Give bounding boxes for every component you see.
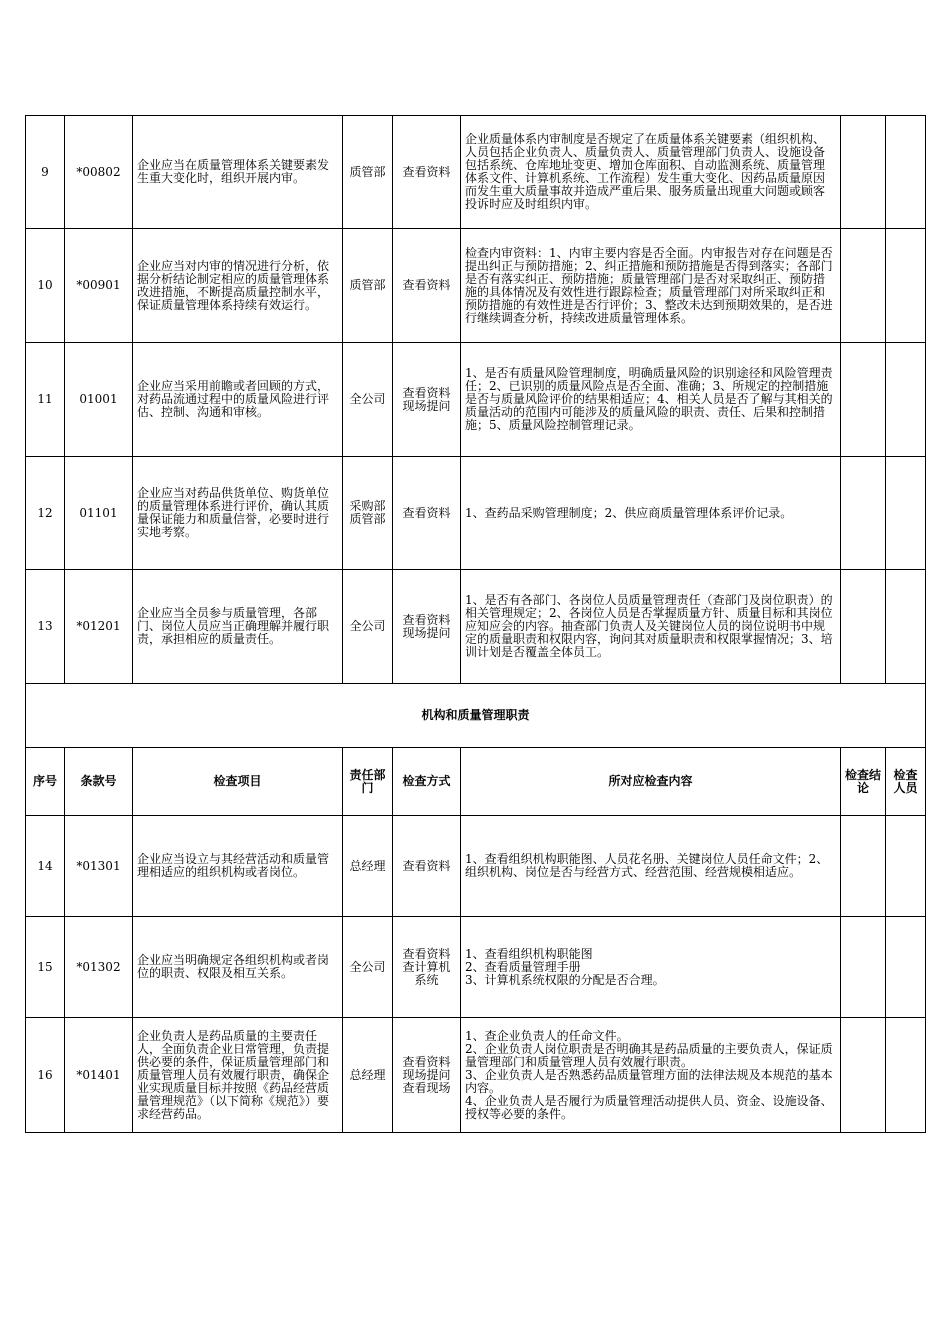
row-seq: 12: [26, 457, 65, 570]
row-inspector: [886, 1018, 926, 1133]
row-seq: 13: [26, 570, 65, 684]
row-item: 企业应当明确规定各组织机构或者岗位的职责、权限及相互关系。: [133, 917, 343, 1018]
row-content: 1、查企业负责人的任命文件。 2、企业负责人岗位职责是否明确其是药品质量的主要负责人，保证质量管理部门和质量管理人员有效履行职责。 3、企业负责人是否熟悉药品质量管理方面的法律法规及本规范的基本内容。 4、企业负责人是否履行为质量管理活动提供人员、资金、设施设备、授权等必要的条件。: [461, 1018, 841, 1133]
section-row: [26, 684, 926, 748]
row-content: 1、查看组织机构职能图、人员花名册、关键岗位人员任命文件；2、组织机构、岗位是否与经营方式、经营范围、经营规模相适应。: [461, 816, 841, 917]
table-row: [26, 917, 926, 1018]
row-clause: *01401: [65, 1018, 133, 1133]
header-inspector: 检查人员: [886, 748, 926, 816]
row-seq: 15: [26, 917, 65, 1018]
row-method: 查看资料: [393, 816, 461, 917]
row-method: 查看资料: [393, 457, 461, 570]
row-dept: 全公司: [343, 343, 393, 457]
row-result: [841, 116, 886, 229]
header-seq: 序号: [26, 748, 65, 816]
row-result: [841, 229, 886, 343]
header-result: 检查结论: [841, 748, 886, 816]
inspection-table: [25, 115, 926, 1133]
row-inspector: [886, 816, 926, 917]
row-clause: *01302: [65, 917, 133, 1018]
row-method: 查看资料现场提问: [393, 570, 461, 684]
row-inspector: [886, 343, 926, 457]
row-item: 企业应当对内审的情况进行分析，依据分析结论制定相应的质量管理体系改进措施，不断提高质量控制水平，保证质量管理体系持续有效运行。: [133, 229, 343, 343]
row-inspector: [886, 116, 926, 229]
row-method: 查看资料现场提问查看现场: [393, 1018, 461, 1133]
row-result: [841, 1018, 886, 1133]
row-dept: 总经理: [343, 1018, 393, 1133]
row-result: [841, 570, 886, 684]
row-clause: *01201: [65, 570, 133, 684]
row-item: 企业应当在质量管理体系关键要素发生重大变化时，组织开展内审。: [133, 116, 343, 229]
row-item: 企业应当采用前瞻或者回顾的方式，对药品流通过程中的质量风险进行评估、控制、沟通和审核。: [133, 343, 343, 457]
row-dept: 全公司: [343, 917, 393, 1018]
section-title: 机构和质量管理职责: [26, 684, 926, 748]
row-content: 企业质量体系内审制度是否规定了在质量体系关键要素（组织机构、人员包括企业负责人、质量负责人、质量管理部门负责人、设施设备包括系统、仓库地址变更、增加仓库面积、自动监测系统、质量管理体系文件、计算机系统、工作流程）发生重大变化、因药品质量原因而发生重大质量事故并造成严重后果、服务质量出现重大问题或顾客投诉时应及时组织内审。: [461, 116, 841, 229]
header-content: 所对应检查内容: [461, 748, 841, 816]
row-clause: *01301: [65, 816, 133, 917]
row-seq: 11: [26, 343, 65, 457]
row-method: 查看资料: [393, 116, 461, 229]
row-dept: 全公司: [343, 570, 393, 684]
row-method: 查看资料查计算机系统: [393, 917, 461, 1018]
row-content: 1、查药品采购管理制度；2、供应商质量管理体系评价记录。: [461, 457, 841, 570]
row-seq: 9: [26, 116, 65, 229]
row-clause: *00901: [65, 229, 133, 343]
row-item: 企业应当全员参与质量管理，各部门、岗位人员应当正确理解并履行职责，承担相应的质量责任。: [133, 570, 343, 684]
row-method: 查看资料: [393, 229, 461, 343]
row-dept: 总经理: [343, 816, 393, 917]
row-content: 1、是否有各部门、各岗位人员质量管理责任（查部门及岗位职责）的相关管理规定；2、各岗位人员是否掌握质量方针、质量目标和其岗位应知应会的内容。抽查部门负责人及关键岗位人员的岗位说明书中规定的质量职责和权限内容，询问其对质量职责和权限掌握情况；3、培训计划是否覆盖全体员工。: [461, 570, 841, 684]
table-row: [26, 570, 926, 684]
row-item: 企业负责人是药品质量的主要责任人，全面负责企业日常管理，负责提供必要的条件，保证质量管理部门和质量管理人员有效履行职责，确保企业实现质量目标并按照《药品经营质量管理规范》（以下简称《规范》）要求经营药品。: [133, 1018, 343, 1133]
table-row: [26, 457, 926, 570]
table-row: [26, 229, 926, 343]
header-method: 检查方式: [393, 748, 461, 816]
row-item: 企业应当对药品供货单位、购货单位的质量管理体系进行评价，确认其质量保证能力和质量信誉，必要时进行实地考察。: [133, 457, 343, 570]
row-seq: 10: [26, 229, 65, 343]
row-content: 1、查看组织机构职能图 2、查看质量管理手册 3、计算机系统权限的分配是否合理。: [461, 917, 841, 1018]
row-result: [841, 457, 886, 570]
header-dept: 责任部门: [343, 748, 393, 816]
row-seq: 16: [26, 1018, 65, 1133]
header-item: 检查项目: [133, 748, 343, 816]
row-seq: 14: [26, 816, 65, 917]
header-row: [26, 748, 926, 816]
row-dept: 采购部质管部: [343, 457, 393, 570]
row-content: 检查内审资料：1、内审主要内容是否全面。内审报告对存在问题是否提出纠正与预防措施；2、纠正措施和预防措施是否得到落实；各部门是否有落实纠正、预防措施；质量管理部门是否对采取纠正、预防措施的具体情况及有效性进行跟踪检查；质量管理部门对所采取纠正和预防措施的有效性进是否行评价；3、整改未达到预期效果的，是否进行继续调查分析，持续改进质量管理体系。: [461, 229, 841, 343]
row-result: [841, 343, 886, 457]
row-method: 查看资料现场提问: [393, 343, 461, 457]
row-dept: 质管部: [343, 116, 393, 229]
row-dept: 质管部: [343, 229, 393, 343]
row-content: 1、是否有质量风险管理制度，明确质量风险的识别途径和风险管理责任；2、已识别的质量风险点是否全面、准确；3、所规定的控制措施是否与质量风险评价的结果相适应；4、相关人员是否了解与其相关的质量活动的范围内可能涉及的质量风险的职责、责任、后果和控制措施；5、质量风险控制管理记录。: [461, 343, 841, 457]
row-clause: 01001: [65, 343, 133, 457]
row-clause: 01101: [65, 457, 133, 570]
row-inspector: [886, 229, 926, 343]
row-item: 企业应当设立与其经营活动和质量管理相适应的组织机构或者岗位。: [133, 816, 343, 917]
row-clause: *00802: [65, 116, 133, 229]
row-inspector: [886, 570, 926, 684]
header-clause: 条款号: [65, 748, 133, 816]
row-result: [841, 917, 886, 1018]
row-inspector: [886, 917, 926, 1018]
row-result: [841, 816, 886, 917]
table-row: [26, 1018, 926, 1133]
row-inspector: [886, 457, 926, 570]
table-row: [26, 816, 926, 917]
table-row: [26, 343, 926, 457]
table-row: [26, 116, 926, 229]
